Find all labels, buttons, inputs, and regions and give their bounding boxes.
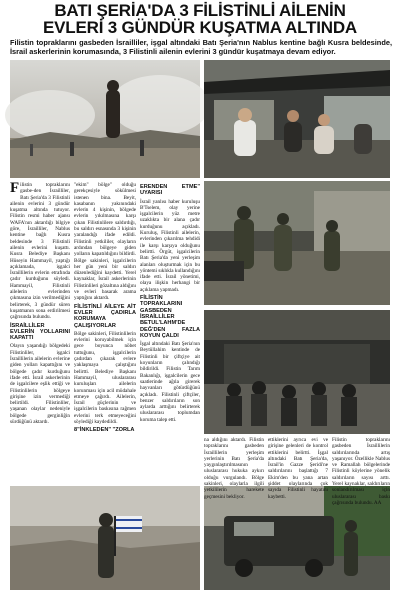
article-column-2 [74, 182, 136, 482]
subheading: İSRAİLLİLER EVLERİN YOLLARINI KAPATTI [10, 322, 70, 342]
protest-smoke-photo [10, 60, 200, 178]
subheading: ERENDEN ETME" UYARISI [140, 184, 200, 197]
subheading: FİLİSTİN TOPRAKLARINI GASBEDEN İSRAİLLİLER BETUL'LAHM'DE DEĞ'DEN FAZLA KOYUN ÇALDI [140, 295, 200, 339]
article-paragraph: İsrail yanlısı haber kuruluşu B'Tselem, olay yerine işgalcilerin yüz metre uzaklıkta bir alana çadır kurduğunu açıkladı. Kuruluş, Filistinli ailelerin, evlerinden çıkarılma tehdidi ile karşı karşıya olduğunu belirtti. Örgüt, işgalcilerin Batı Şeria'da yeni yerleşim alanları oluşturmak için bu yöntemi sıklıkla kullandığını ifade etti. İsrail yönetimi, olaya ilişkin herhangi bir açıklama yapmadı. [140, 198, 200, 293]
drop-cap: F [10, 180, 20, 196]
subheading: 8"İNKLEDEN" "ZORLA [74, 427, 135, 434]
article-column-3 [140, 182, 200, 482]
headline-line-1: BATI ŞERİA'DA 3 FİLİSTİNLİ AİLENİN [54, 1, 346, 20]
lead-paragraph: Filistin topraklarını gasbeden İsrailliler, işgal altındaki Batı Şeria'nın Nablus kentine bağlı Kusra beldesinde, İsrail askerlerinin korumasında, 3 Filistinli ailenin evlerini 3 gündür kuşatmaya devam ediyor. [10, 38, 392, 56]
article-paragraph: "ekim" bölge" olduğu gerekçesiyle sökülmesi istenen bina. Beyit, kasabanın yakınındaki evlerin 4 kişinin, bölgede evlerin yıkılmasına karşı çıkan Filistinlilere saldırdığı, bu saldırı esnasında 3 kişinin yaralandığı ifade edildi. Filistinli yetkililer, olayların ardından bölgeye giden yolların kapatıldığını bildirdi. Bölge sakinleri, işgalcilerin her gün yeni bir saldırı düzenlediğini kaydetti. Yerel kaynaklar, İsrail askerlerinin Filistinlileri gözaltına aldığını ve evleri basarak arama yaptığını aktardı. [74, 182, 136, 302]
article-column-1 [10, 182, 70, 482]
headline-line-2: EVLERİ 3 GÜNDÜR KUŞATMA ALTINDA [43, 18, 357, 37]
article-paragraph: İşgal altındaki Batı Şeria'nın Beytüllahim kentinde de Filistinli bir çiftçiye ait koyunların çalındığı bildirildi. Filistin Tarım Bakanlığı, işgalcilerin gece saatlerinde ağıla girerek hayvanları götürdüğünü açıkladı. Filistinli çiftçiler, benzer saldırıların son aylarda arttığını belirterek uluslararası toplumdan koruma talep etti. [140, 341, 200, 423]
soldiers-on-street-photo [204, 181, 390, 305]
crowd-in-building-photo [204, 310, 390, 434]
article-paragraph: Bölge sakinleri, Filistinlilerin evlerini koruyabilmek için gece boyunca nöbet tuttuğunu, işgalcilerin çadırdan çıkarak evlere yaklaşmaya çalıştığını belirtti. Belediye Başkanı Hammayil, uluslararası kuruluşları ailelerin korunması için acil müdahale etmeye çağırdı. Ailelerin, İsrail güçlerinin ve işgalcilerin baskısına rağmen evlerini terk etmeyeceğini söylediği kaydedildi. [74, 330, 136, 425]
article-paragraph: Olayın yaşandığı bölgedeki Filistinliler, işgalci İsraillilerin ailelerin evlerine giden yolları kapattığını ve bölgede çadır kurduğunu ifade etti. İsrail askerlerinin de işgalcilere eşlik ettiği ve Filistinlilerin bölgeye girişine izin vermediği belirtildi. Filistinliler, yaşanan olaylar nedeniyle bölgede gerginliğin sürdüğünü aktardı. [10, 343, 70, 425]
article-column-4c: Filistin topraklarını gasbeden İsraillilerin saldırılarında artış yaşanıyor. Özellikle Nablus ve Ramallah bölgelerinde Filistinli köylerine yönelik saldırıların sayısı arttı. Yerel kaynaklar, saldırıların sonlandırılması için uluslararası baskı çağrısında bulundu. AA [332, 437, 390, 506]
subheading: FİLİSTİNLİ AİLEYE AİT EVLER ÇADIRLA KORUMAYA ÇALIŞIYORLAR [74, 303, 136, 329]
article-column-4b: ettiklerini ayrıca evi ve girişine gelenleri de kontrol ettiklerini belirtti. İşgal altındaki Batı Şeria'da, İsrail'in Gazze Şeridi'ne saldırılarını başlattığı 7 Ekim'den bu yana artan şiddet olaylarında çok sayıda Filistinli hayatını kaybetti. [268, 437, 328, 500]
soldier-with-flag-photo [10, 486, 200, 590]
article-paragraph: Filistin topraklarını gasbe-den İsrailliler, Batı Şeria'da 3 Filistinli ailenin evlerini 3 gündür kuşatma altında tutuyor. Filistin resmi haber ajansı WAFA'nın aktardığı bilgiye göre, İsrailliler, Nablus kentine bağlı Kusra beldesinde 3 Filistinli ailenin evlerini kuşattı. Kusra Belediye Başkanı Hüseyin Hammayil, yaptığı açıklamada, işgalci İsraillilerin evlerin etrafında çadır kurduğunu söyledi. Hammayil, Filistinli ailelerin evlerinden çıkmasına izin verilmediğini belirterek, 3 gündür süren kuşatmanın sona erdirilmesi çağrısında bulundu. [10, 180, 70, 321]
article-column-4a: na aldığını aktardı. Filistin topraklarını gasbeden İsraillilerin yerleşim yerlerinin Batı Şeria'da yaygınlaştırılmasının uluslararası hukuka aykırı olduğu vurgulandı. Bölge sakinleri, olaylarla ilgili yetkililerin harekete geçmesini bekliyor. [204, 437, 264, 500]
family-under-tent-photo [204, 60, 390, 178]
headline [4, 0, 396, 36]
